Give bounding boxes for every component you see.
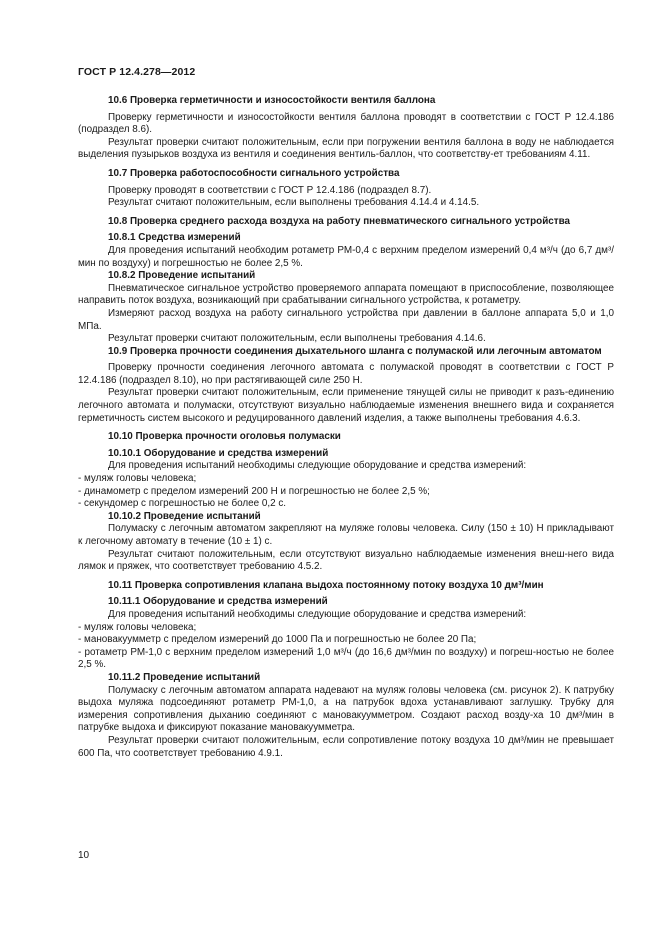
- page-number: 10: [78, 850, 90, 861]
- list-item: - муляж головы человека;: [78, 621, 197, 633]
- paragraph: Результат проверки считают положительным, если выполнены требования 4.14.6.: [108, 333, 486, 345]
- paragraph: Для проведения испытаний необходимы следующие оборудование и средства измерений:: [108, 460, 527, 472]
- subsection-heading-10-11-2: 10.11.2 Проведение испытаний: [108, 671, 261, 683]
- subsection-heading-10-8-1: 10.8.1 Средства измерений: [108, 232, 241, 244]
- paragraph: Результат считают положительным, если отсутствуют визуально наблюдаемые изменения внеш-него вида лямок и пряжек, что соответствует требованию 4.5.2.: [78, 548, 614, 573]
- subsection-heading-10-11-1: 10.11.1 Оборудование и средства измерений: [108, 596, 328, 608]
- paragraph: Проверку герметичности и износостойкости вентиля баллона проводят в соответствии с ГОСТ Р 12.4.186 (подраздел 8.6).: [78, 111, 614, 136]
- subsection-heading-10-10-2: 10.10.2 Проведение испытаний: [108, 510, 261, 522]
- paragraph: Проверку прочности соединения легочного автомата с полумаской проводят в соответствии с ГОСТ Р 12.4.186 (подраздел 8.10), но при растягивающей силе 250 Н.: [78, 362, 614, 386]
- paragraph: Результат считают положительным, если выполнены требования 4.14.4 и 4.14.5.: [108, 197, 480, 209]
- document-body: [78, 95, 614, 760]
- section-heading-10-9: 10.9 Проверка прочности соединения дыхательного шланга с полумаской или легочным автоматом: [108, 345, 602, 357]
- paragraph: Для проведения испытаний необходимы следующие оборудование и средства измерений:: [108, 608, 527, 620]
- paragraph: Результат проверки считают положительным, если применение тянущей силы не приводит к разъ-единению легочного автомата и полумаски, отсутствуют визуально наблюдаемые изменения внешнего вида и сохраняется герметичность систем высокого и редуцированного давлений изделия, а также выполнены требования 4.6.3.: [78, 387, 614, 424]
- document-header: ГОСТ Р 12.4.278—2012: [78, 66, 196, 78]
- list-item: - секундомер с погрешностью не более 0,2 с.: [78, 498, 287, 510]
- section-heading-10-8: 10.8 Проверка среднего расхода воздуха на работу пневматического сигнального устройства: [108, 215, 571, 227]
- paragraph: Пневматическое сигнальное устройство проверяемого аппарата помещают в приспособление, позволяющее направить поток воздуха, возникающий при срабатывании сигнального устройства, к ротаметру.: [78, 282, 614, 307]
- list-item: - ротаметр РМ-1,0 с верхним пределом измерений 1,0 м³/ч (до 16,6 дм³/мин по воздуху) и погреш-ностью не более 2,5 %.: [78, 646, 614, 671]
- list-item: - муляж головы человека;: [78, 473, 197, 485]
- paragraph: Измеряют расход воздуха на работу сигнального устройства при давлении в баллоне аппарата 5,0 и 1,0 МПа.: [78, 307, 614, 332]
- paragraph: Полумаску с легочным автоматом аппарата надевают на муляж головы человека (см. рисунок 2). К патрубку выдоха муляжа подсоединяют ротаметр РМ-1,0, а на патрубок вдоха устанавливают заглушку. Трубку для измерения сопротивления дыханию соединяют с мановакуумметром. Создают расход возду-ха 10 дм³/мин в патрубке выдоха и фиксируют показание мановакуумметра.: [78, 684, 614, 734]
- subsection-heading-10-10-1: 10.10.1 Оборудование и средства измерений: [108, 447, 329, 459]
- list-item: - мановакуумметр с пределом измерений до 1000 Па и погрешностью не более 20 Па;: [78, 634, 477, 646]
- section-heading-10-6: 10.6 Проверка герметичности и износостойкости вентиля баллона: [108, 95, 436, 106]
- list-item: - динамометр с пределом измерений 200 Н и погрешностью не более 2,5 %;: [78, 485, 430, 497]
- section-heading-10-10: 10.10 Проверка прочности оголовья полумаски: [108, 431, 341, 443]
- section-heading-10-11: 10.11 Проверка сопротивления клапана выдоха постоянному потоку воздуха 10 дм³/мин: [108, 579, 544, 591]
- section-heading-10-7: 10.7 Проверка работоспособности сигнального устройства: [108, 167, 400, 179]
- paragraph: Полумаску с легочным автоматом закрепляют на муляже головы человека. Силу (150 ± 10) Н прикладывают к легочному автомату в течение (10 ± 1) с.: [78, 523, 614, 547]
- paragraph: Для проведения испытаний необходим ротаметр РМ-0,4 с верхним пределом измерений 0,4 м³/ч (до 6,7 дм³/мин по воздуху) и погрешностью не более 2,5 %.: [78, 244, 614, 269]
- paragraph: Результат проверки считают положительным, если сопротивление потоку воздуха 10 дм³/мин не превышает 600 Па, что соответствует требованию 4.9.1.: [78, 734, 614, 759]
- paragraph: Результат проверки считают положительным, если при погружении вентиля баллона в воду не наблюдается выделения пузырьков воздуха из вентиля и соединения вентиль-баллон, что соответству-ет требованиям 4.11.: [78, 136, 614, 161]
- subsection-heading-10-8-2: 10.8.2 Проведение испытаний: [108, 270, 256, 282]
- paragraph: Проверку проводят в соответствии с ГОСТ Р 12.4.186 (подраздел 8.7).: [108, 184, 432, 196]
